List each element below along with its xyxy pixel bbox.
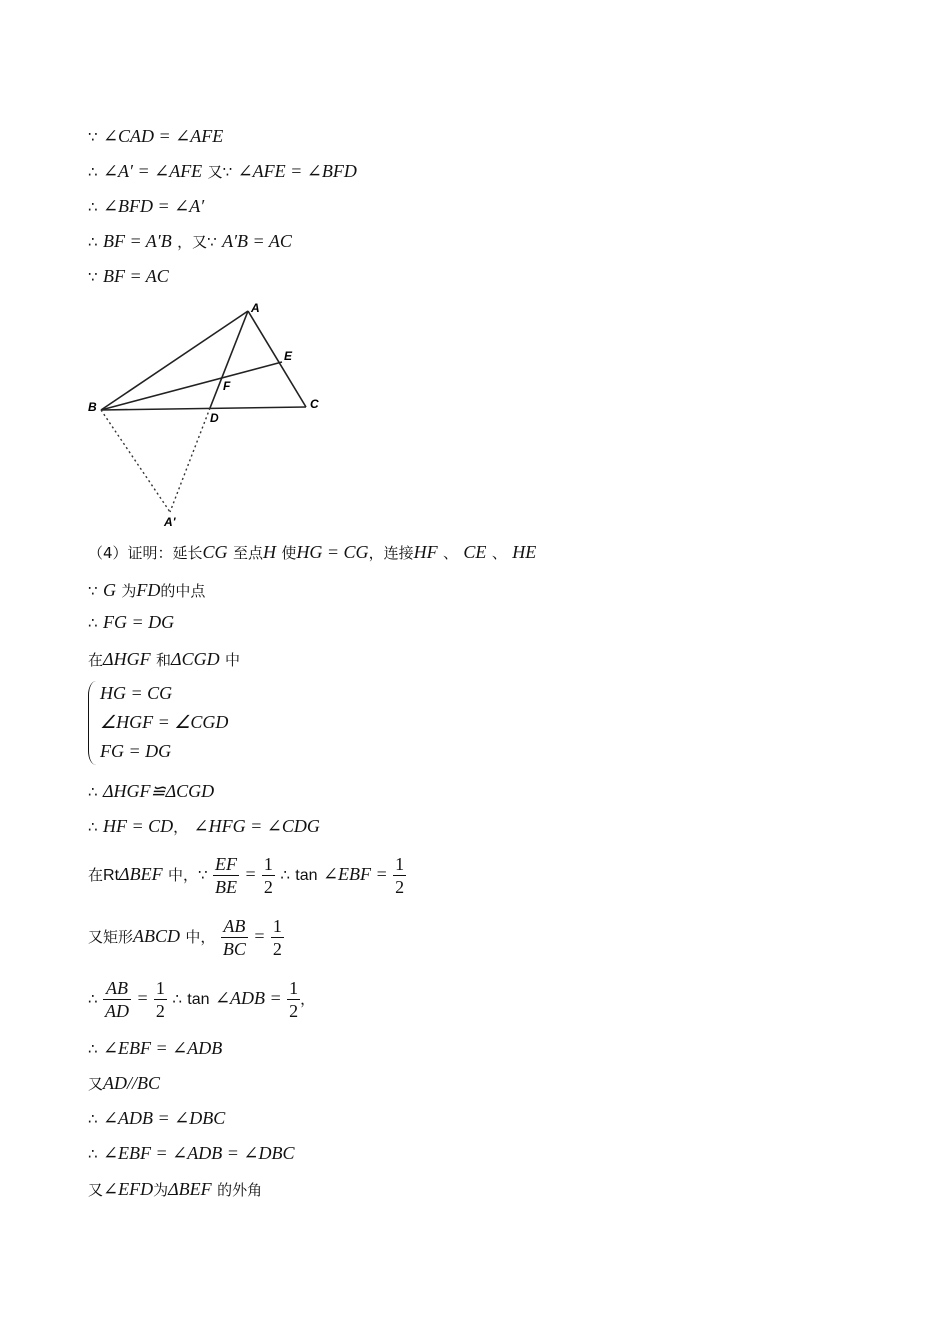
fraction [221, 915, 248, 960]
therefore-symbol: ∴ [88, 233, 98, 251]
chinese-text: 的外角 [217, 1181, 263, 1199]
proof-line-8 [88, 610, 174, 635]
math-expression: ∠CAD = ∠AFE [102, 126, 224, 146]
math-expression: CG [202, 542, 228, 562]
math-expression: ΔHGF≌ΔCGD [102, 781, 215, 801]
fraction [213, 853, 239, 898]
math-expression: ∠AFE = ∠BFD [237, 161, 357, 181]
math-expression: HF [413, 542, 438, 562]
therefore-symbol: ∴ [88, 614, 98, 632]
math-expression: HG = CG [296, 542, 369, 562]
label-c: C [310, 397, 319, 411]
segment-ab [101, 311, 248, 410]
therefore-symbol: ∴ [280, 866, 290, 884]
chinese-text: 至点 [232, 544, 263, 562]
equals-sign: = [253, 926, 266, 946]
math-expression: HE [512, 542, 537, 562]
fraction [103, 977, 131, 1022]
numerator: 1 [289, 978, 299, 998]
chinese-text: 、 [491, 544, 507, 562]
because-symbol: ∵ [88, 268, 98, 286]
system-row-3: FG = DG [100, 741, 172, 761]
label-a-prime: A' [164, 515, 176, 529]
because-symbol: ∵ [88, 582, 98, 600]
numerator: AB [221, 915, 248, 938]
left-brace [88, 681, 97, 765]
label-f: F [223, 379, 231, 393]
label-d: D [210, 411, 219, 425]
chinese-text: 在 [88, 866, 104, 884]
chinese-text: 中， [167, 866, 198, 884]
therefore-symbol: ∴ [88, 1040, 98, 1058]
math-expression: ∠EBF = ∠ADB = ∠DBC [102, 1143, 295, 1163]
therefore-symbol: ∴ [88, 1145, 98, 1163]
math-expression: ∠EBF = ∠ADB [102, 1038, 223, 1058]
chinese-text: ， [300, 990, 316, 1008]
chinese-text: 中， [185, 928, 216, 946]
math-expression: ∠EBF = [322, 864, 388, 884]
math-expression: ΔHGF [103, 649, 151, 669]
chinese-text: 为 [153, 1181, 169, 1199]
label-b: B [88, 400, 97, 414]
math-expression: ΔBEF [168, 1179, 212, 1199]
math-expression: ∠EFD [103, 1179, 154, 1199]
math-expression: ABCD [133, 926, 181, 946]
equals-sign: = [244, 864, 257, 884]
math-expression: H [262, 542, 276, 562]
because-symbol: ∵ [198, 866, 208, 884]
proof-line-11 [88, 814, 320, 839]
proof-line-14 [88, 974, 315, 1024]
proof-line-6 [88, 540, 536, 565]
math-expression: AD//BC [103, 1073, 161, 1093]
therefore-symbol: ∴ [172, 990, 182, 1008]
chinese-text: ， [173, 818, 189, 836]
chinese-text: （4）证明：延长 [88, 544, 203, 562]
segment-ad [210, 311, 248, 408]
denominator: BE [214, 877, 237, 897]
segment-da-prime [170, 408, 210, 512]
math-expression: ΔCGD [171, 649, 220, 669]
numerator: 1 [272, 916, 282, 936]
math-expression: ∠ADB = ∠DBC [102, 1108, 226, 1128]
math-expression: ∠BFD = ∠A′ [102, 196, 205, 216]
proof-line-4 [88, 229, 292, 254]
math-expression: FG = DG [102, 612, 175, 632]
chinese-text: ，又 [177, 233, 208, 251]
math-expression: BF = AC [102, 266, 169, 286]
equals-sign: = [136, 988, 149, 1008]
proof-line-2 [88, 159, 357, 184]
math-expression: BF = A′B [102, 231, 172, 251]
chinese-text: 又 [88, 1181, 104, 1199]
fraction [393, 853, 406, 898]
proof-line-3 [88, 194, 204, 219]
proof-line-18 [88, 1141, 294, 1166]
math-expression: ∠A′ = ∠AFE [102, 161, 203, 181]
numerator: 1 [263, 854, 273, 874]
chinese-text: 中 [224, 651, 240, 669]
math-expression: ∠ADB = [214, 988, 282, 1008]
chinese-text: 为 [121, 582, 137, 600]
therefore-symbol: ∴ [88, 783, 98, 801]
because-symbol: ∵ [207, 233, 217, 251]
chinese-text: 使 [281, 544, 297, 562]
label-a: A [251, 301, 260, 315]
math-expression: ΔBEF [119, 864, 163, 884]
therefore-symbol: ∴ [88, 1110, 98, 1128]
fraction [154, 977, 167, 1022]
proof-line-9 [88, 647, 240, 672]
therefore-symbol: ∴ [88, 198, 98, 216]
proof-line-16 [88, 1071, 160, 1096]
segment-ba-prime [101, 410, 170, 512]
system-row-2: ∠HGF = ∠CGD [100, 712, 229, 732]
proof-line-19 [88, 1177, 262, 1202]
segment-be [101, 362, 282, 410]
denominator: 2 [272, 939, 282, 959]
tan-function: tan [295, 867, 318, 884]
chinese-text: 和 [155, 651, 171, 669]
tan-function: tan [187, 991, 210, 1008]
chinese-text: 在 [88, 651, 104, 669]
fraction [271, 915, 284, 960]
therefore-symbol: ∴ [88, 990, 98, 1008]
because-symbol: ∵ [88, 128, 98, 146]
chinese-text: 又矩形 [88, 928, 134, 946]
chinese-text: ，连接 [368, 544, 414, 562]
math-roman: Rt [103, 867, 120, 884]
proof-line-10 [88, 779, 214, 804]
math-expression: FD [136, 580, 161, 600]
denominator: 2 [395, 877, 405, 897]
chinese-text: 的中点 [160, 582, 206, 600]
proof-line-13 [88, 912, 284, 961]
numerator: 1 [395, 854, 405, 874]
geometry-figure [80, 298, 340, 530]
denominator: 2 [289, 1001, 299, 1021]
segment-ac [248, 311, 306, 407]
therefore-symbol: ∴ [88, 163, 98, 181]
proof-line-7 [88, 578, 205, 603]
proof-line-15 [88, 1036, 222, 1061]
label-e: E [284, 349, 293, 363]
fraction [262, 853, 275, 898]
system-row-1: HG = CG [100, 683, 173, 703]
numerator: EF [214, 854, 237, 874]
proof-line-1 [88, 124, 223, 149]
math-expression: CE [463, 542, 487, 562]
proof-line-17 [88, 1106, 225, 1131]
math-expression: G [102, 580, 116, 600]
therefore-symbol: ∴ [88, 818, 98, 836]
numerator: AB [103, 977, 131, 1000]
math-expression: A′B = AC [222, 231, 292, 251]
chinese-text: 又 [88, 1075, 104, 1093]
chinese-text: 又 [207, 163, 223, 181]
numerator: 1 [155, 978, 165, 998]
math-expression: ∠HFG = ∠CDG [193, 816, 320, 836]
fraction [287, 977, 300, 1022]
segment-bc [101, 407, 306, 410]
proof-line-12 [88, 850, 406, 900]
chinese-text: 、 [442, 544, 458, 562]
denominator: 2 [263, 877, 273, 897]
denominator: BC [222, 939, 246, 959]
because-symbol: ∵ [222, 163, 233, 181]
denominator: 2 [155, 1001, 165, 1021]
math-expression: HF = CD [102, 816, 174, 836]
proof-line-5 [88, 264, 169, 289]
denominator: AD [104, 1001, 129, 1021]
